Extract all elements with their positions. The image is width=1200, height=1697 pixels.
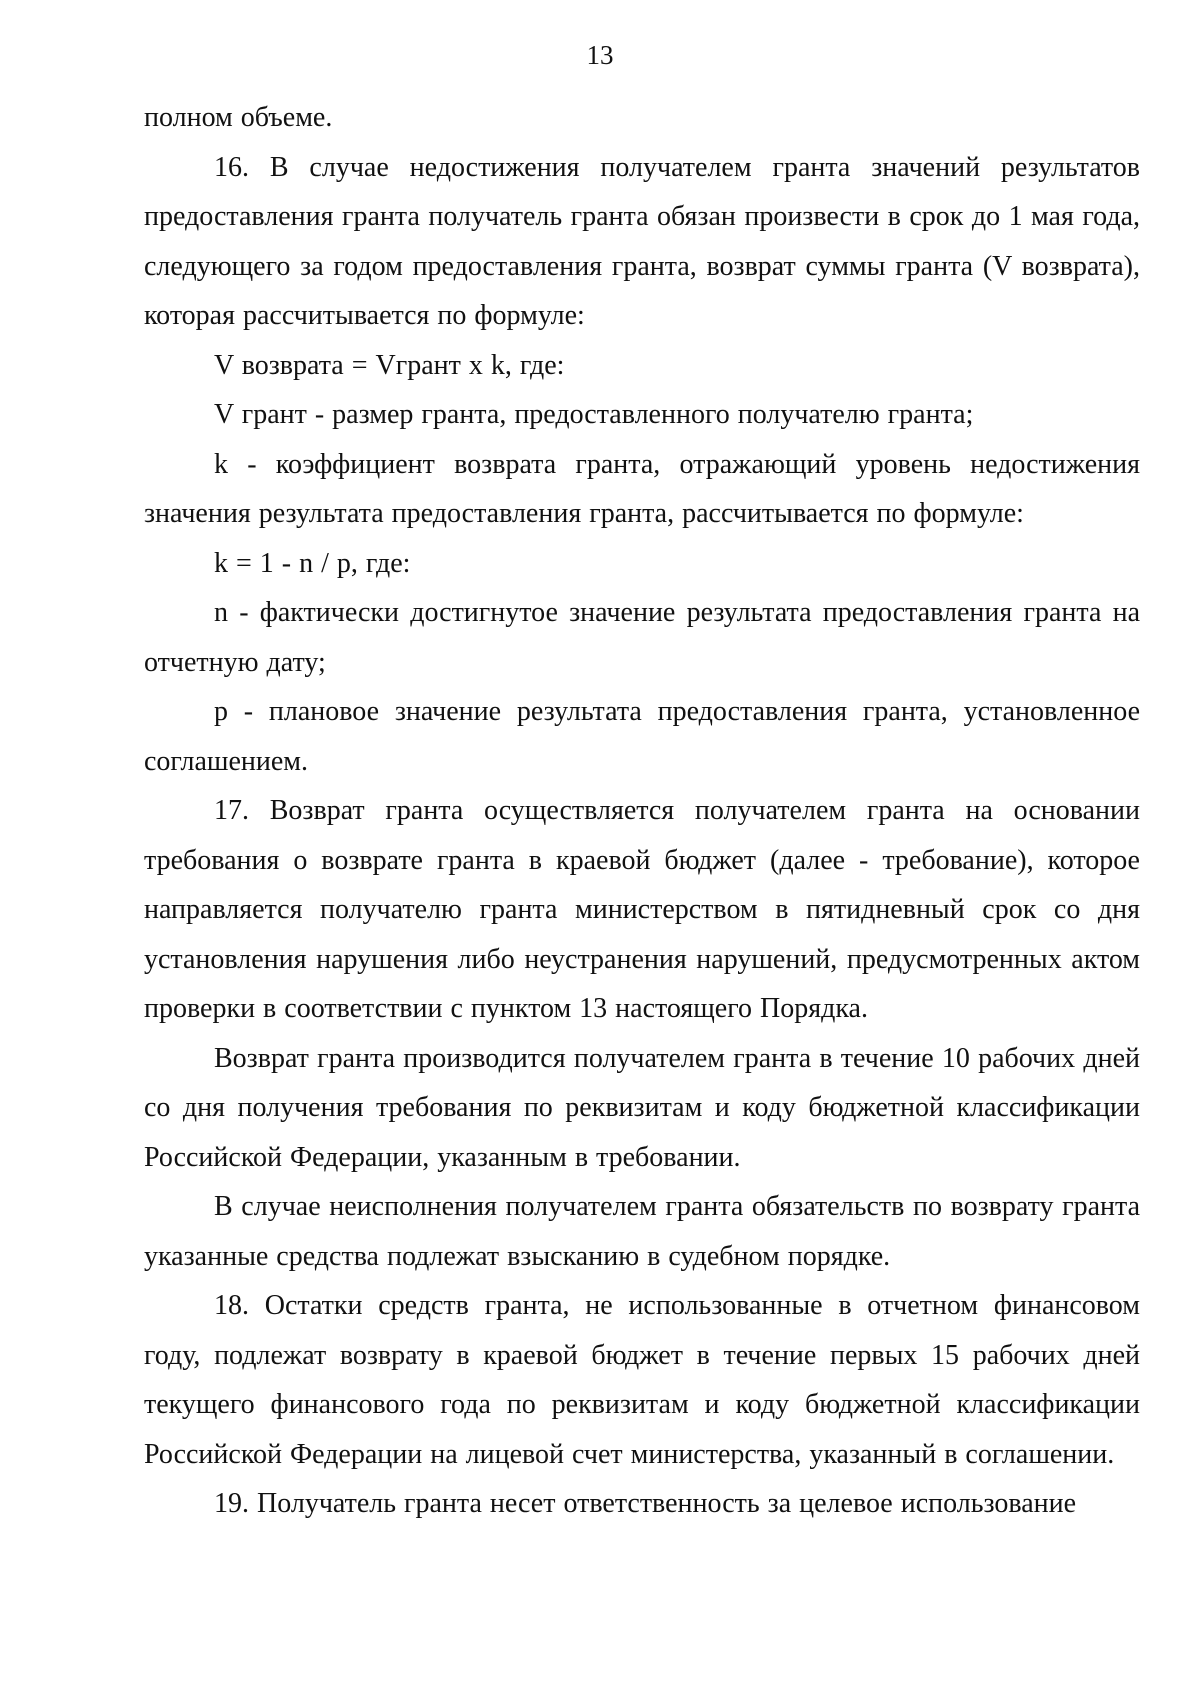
paragraph-17: 17. Возврат гранта осуществляется получателем гранта на основании требования о возврате гранта в краевой бюджет (далее - требование), которое направляется получателю гранта министерством в пятидневный срок со дня установления нарушения либо неустранения нарушений, предусмотренных актом проверки в соответствии с пунктом 13 настоящего Порядка. (144, 795, 1140, 1024)
definition-k: k - коэффициент возврата гранта, отражающий уровень недостижения значения результата предоставления гранта, рассчитывается по формуле: (144, 448, 1140, 529)
page-number: 13 (586, 40, 614, 70)
formula-v-return: V возврата = Vгрант х k, где: (214, 349, 565, 381)
document-body (144, 93, 1140, 1529)
paragraph-17-return-terms: Возврат гранта производится получателем гранта в течение 10 рабочих дней со дня получения требования по реквизитам и коду бюджетной классификации Российской Федерации, указанным в требовании. (144, 1042, 1140, 1173)
formula-k: k = 1 - n / p, где: (214, 547, 411, 579)
definition-n: n - фактически достигнутое значение результата предоставления гранта на отчетную дату; (144, 597, 1140, 678)
paragraph-19: 19. Получатель гранта несет ответственность за целевое использование (214, 1488, 1077, 1519)
definition-p: p - плановое значение результата предоставления гранта, установленное соглашением. (144, 696, 1140, 777)
paragraph-17-court: В случае неисполнения получателем гранта обязательств по возврату гранта указанные средства подлежат взысканию в судебном порядке. (144, 1191, 1140, 1272)
paragraph-continuation: полном объеме. (144, 102, 333, 133)
paragraph-16: 16. В случае недостижения получателем гранта значений результатов предоставления гранта получатель гранта обязан произвести в срок до 1 мая года, следующего за годом предоставления гранта, возврат суммы гранта (V возврата), которая рассчитывается по формуле: (144, 151, 1140, 331)
definition-v-grant: V грант - размер гранта, предоставленного получателю гранта; (214, 399, 974, 430)
paragraph-18: 18. Остатки средств гранта, не использованные в отчетном финансовом году, подлежат возврату в краевой бюджет в течение первых 15 рабочих дней текущего финансового года по реквизитам и коду бюджетной классификации Российской Федерации на лицевой счет министерства, указанный в соглашении. (144, 1290, 1140, 1470)
